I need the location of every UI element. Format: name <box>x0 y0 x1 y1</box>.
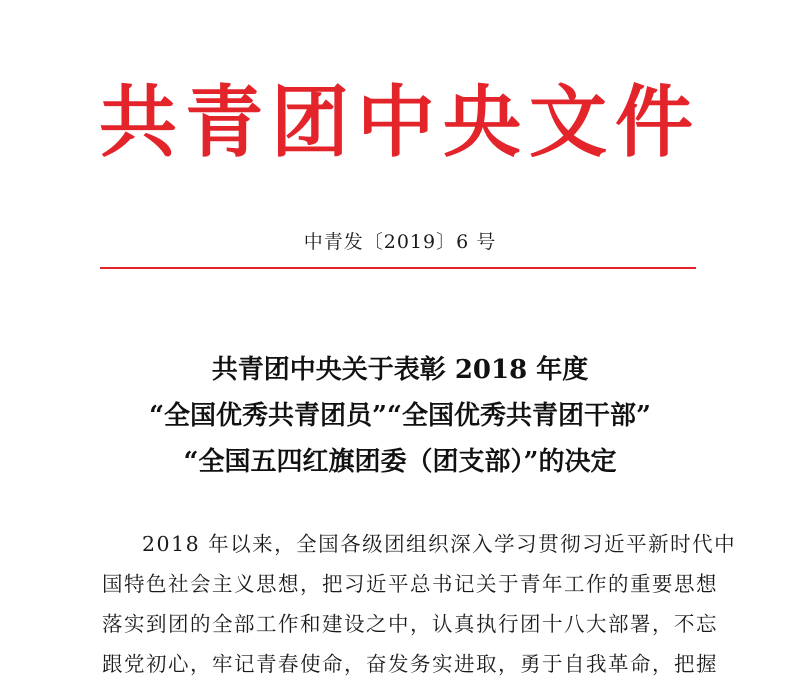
body-line-1: 2018 年以来，全国各级团组织深入学习贯彻习近平新时代中 <box>142 532 737 556</box>
body-line-4: 跟党初心，牢记青春使命，奋发务实进取，勇于自我革命，把握 <box>102 652 718 676</box>
document-title <box>0 347 800 485</box>
body-paragraph <box>102 524 737 684</box>
document-masthead: 共青团中央文件 <box>98 77 701 168</box>
body-line-3: 落实到团的全部工作和建设之中，认真执行团十八大部署，不忘 <box>102 612 718 636</box>
title-line-3: “全国五四红旗团委（团支部）”的决定 <box>183 447 617 477</box>
body-line-2: 国特色社会主义思想，把习近平总书记关于青年工作的重要思想 <box>102 572 718 596</box>
document-number: 中青发〔2019〕6 号 <box>303 231 497 253</box>
title-line-2: “全国优秀共青团员”“全国优秀共青团干部” <box>149 401 651 431</box>
red-separator-line <box>100 267 696 269</box>
title-line-1: 共青团中央关于表彰 2018 年度 <box>211 355 589 385</box>
